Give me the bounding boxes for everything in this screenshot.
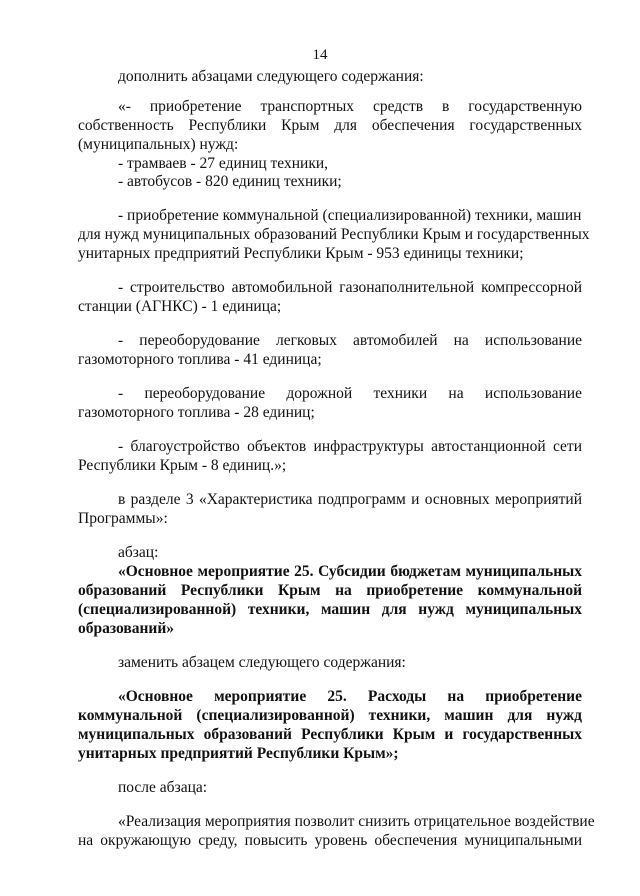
text-line: - переоборудование легковых автомобилей на использование bbox=[118, 332, 582, 349]
bold-text-line: унитарных предприятий Республики Крым»; bbox=[78, 745, 399, 762]
text-line: (муниципальных) нужд: bbox=[78, 136, 239, 153]
bold-text-line: «Основное мероприятие 25. Субсидии бюджетам муниципальных bbox=[118, 563, 582, 580]
text-line: - приобретение коммунальной (специализированной) техники, машин bbox=[118, 207, 582, 224]
text-line: станции (АГНКС) - 1 единица; bbox=[78, 298, 282, 315]
text-line: - строительство автомобильной газонаполнительной компрессорной bbox=[118, 279, 582, 296]
bold-text-line: образований Республики Крым на приобретение коммунальной bbox=[78, 582, 582, 599]
text-line: в разделе 3 «Характеристика подпрограмм и основных мероприятий bbox=[118, 491, 582, 508]
list-item: - трамваев - 27 единиц техники, bbox=[118, 155, 329, 172]
text-line: собственность Республики Крым для обеспечения государственных bbox=[78, 117, 582, 134]
text-line: газомоторного топлива - 28 единиц; bbox=[78, 404, 315, 421]
bold-text-line: коммунальной (специализированной) техники, машин для нужд bbox=[78, 707, 582, 724]
bold-text-line: муниципальных образований Республики Крым и государственных bbox=[78, 726, 582, 743]
bold-text-line: (специализированной) техники, машин для нужд муниципальных bbox=[78, 601, 582, 618]
text-line: абзац: bbox=[118, 544, 159, 561]
text-line: для нужд муниципальных образований Республики Крым и государственных bbox=[78, 226, 590, 243]
text-line: «Реализация мероприятия позволит снизить отрицательное воздействие bbox=[118, 813, 595, 830]
text-line: - благоустройство объектов инфраструктуры автостанционной сети bbox=[118, 438, 582, 455]
text-line: Программы»: bbox=[78, 510, 168, 527]
bold-text-line: образований» bbox=[78, 620, 175, 637]
text-line: на окружающую среду, повысить уровень обеспечения муниципальными bbox=[78, 832, 582, 849]
text-line: унитарных предприятий Республики Крым - 953 единицы техники; bbox=[78, 245, 524, 262]
text-line: после абзаца: bbox=[118, 779, 208, 796]
page-number: 14 bbox=[312, 47, 328, 63]
text-line: «- приобретение транспортных средств в государственную bbox=[118, 98, 582, 115]
text-line: - переоборудование дорожной техники на использование bbox=[118, 385, 582, 402]
text-line: газомоторного топлива - 41 единица; bbox=[78, 351, 322, 368]
list-item: - автобусов - 820 единиц техники; bbox=[118, 173, 342, 190]
text-line: заменить абзацем следующего содержания: bbox=[118, 654, 406, 671]
bold-text-line: «Основное мероприятие 25. Расходы на приобретение bbox=[118, 688, 582, 705]
text-line: дополнить абзацами следующего содержания: bbox=[118, 68, 424, 85]
text-line: Республики Крым - 8 единиц.»; bbox=[78, 457, 287, 474]
